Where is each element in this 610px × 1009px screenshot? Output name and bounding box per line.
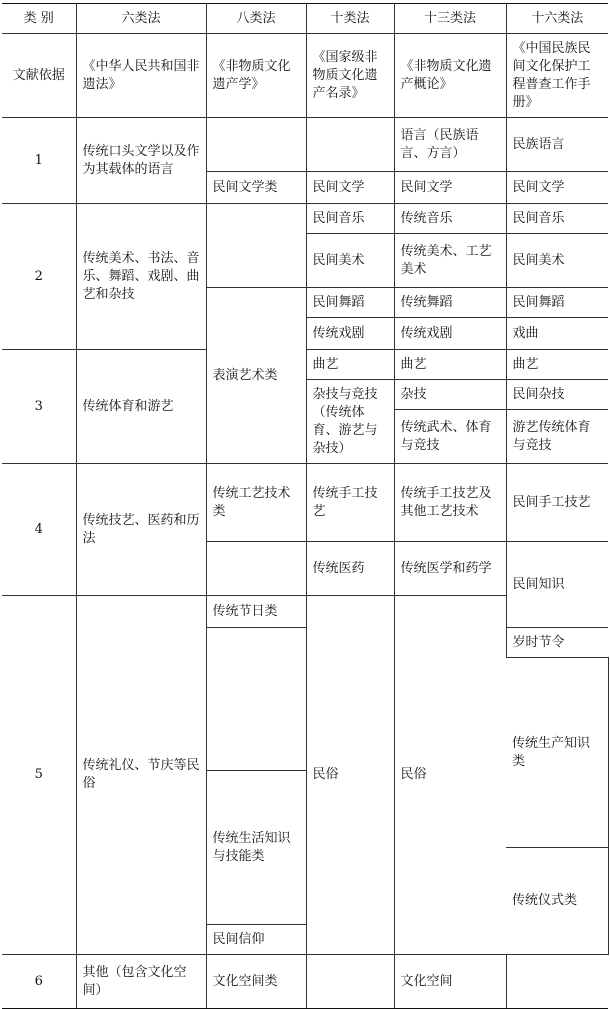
table-cell: 《国家级非物质文化遗产名录》 — [306, 34, 394, 118]
table-cell: 民间文学 — [506, 172, 608, 204]
table-cell: 传统美术、书法、音乐、舞蹈、戏剧、曲艺和杂技 — [76, 204, 206, 350]
table-cell: 民间信仰 — [206, 925, 306, 955]
table-cell — [206, 542, 306, 596]
header-cell-ten-class: 十类法 — [306, 4, 394, 34]
table-cell — [306, 955, 394, 1009]
table-cell: 传统武术、体育与竞技 — [394, 410, 506, 464]
table-cell: 民间文学 — [394, 172, 506, 204]
table-cell: 民间舞蹈 — [506, 288, 608, 318]
table-cell: 表演艺术类 — [206, 288, 306, 464]
table-cell: 传统戏剧 — [306, 318, 394, 350]
classification-table — [2, 3, 608, 1009]
header-cell-eight-class: 八类法 — [206, 4, 306, 34]
table-cell — [306, 118, 394, 172]
table-row — [2, 204, 608, 234]
table-row — [2, 118, 608, 172]
header-cell-thirteen-class: 十三类法 — [394, 4, 506, 34]
table-cell: 民族语言 — [506, 118, 608, 172]
table-cell — [206, 118, 306, 172]
table-cell: 其他（包含文化空间） — [76, 955, 206, 1009]
table-cell: 3 — [2, 350, 76, 464]
table-cell: 杂技与竞技（传统体育、游艺与杂技） — [306, 380, 394, 464]
table-row — [2, 464, 608, 542]
table-cell: 传统音乐 — [394, 204, 506, 234]
table-cell: 1 — [2, 118, 76, 204]
table-cell: 民间音乐 — [506, 204, 608, 234]
table-cell: 传统舞蹈 — [394, 288, 506, 318]
table-cell: 传统工艺技术类 — [206, 464, 306, 542]
table-cell — [206, 204, 306, 288]
table-cell: 6 — [2, 955, 76, 1009]
table-cell: 《中国民族民间文化保护工程普查工作手册》 — [506, 34, 608, 118]
table-cell: 民间美术 — [506, 234, 608, 288]
table-cell: 民间杂技 — [506, 380, 608, 410]
table-cell: 民间美术 — [306, 234, 394, 288]
table-cell: 传统口头文学以及作为其载体的语言 — [76, 118, 206, 204]
table-cell: 《非物质文化遗产学》 — [206, 34, 306, 118]
table-cell: 曲艺 — [394, 350, 506, 380]
table-cell: 5 — [2, 596, 76, 955]
table-cell: 岁时节令 — [506, 628, 608, 658]
table-cell: 传统仪式类 — [506, 848, 608, 955]
table-cell: 民间舞蹈 — [306, 288, 394, 318]
table-cell: 曲艺 — [506, 350, 608, 380]
header-cell-sixteen-class: 十六类法 — [506, 4, 608, 34]
table-cell: 民俗 — [394, 596, 506, 955]
table-cell: 传统手工技艺 — [306, 464, 394, 542]
table-cell: 传统医药 — [306, 542, 394, 596]
table-row — [2, 34, 608, 118]
table-cell: 民间音乐 — [306, 204, 394, 234]
table-cell — [206, 628, 306, 771]
table-cell: 2 — [2, 204, 76, 350]
table-cell: 《中华人民共和国非遗法》 — [76, 34, 206, 118]
table-cell: 传统体育和游艺 — [76, 350, 206, 464]
table-cell: 传统美术、工艺美术 — [394, 234, 506, 288]
table-cell: 戏曲 — [506, 318, 608, 350]
table-cell: 民俗 — [306, 596, 394, 955]
table-row — [2, 955, 608, 1009]
table-cell: 4 — [2, 464, 76, 596]
table-cell: 传统生活知识与技能类 — [206, 771, 306, 925]
table-cell: 杂技 — [394, 380, 506, 410]
table-cell: 《非物质文化遗产概论》 — [394, 34, 506, 118]
header-row — [2, 4, 608, 34]
table-cell: 传统戏剧 — [394, 318, 506, 350]
table-cell: 传统生产知识类 — [506, 658, 608, 848]
header-cell-category: 类 别 — [2, 4, 76, 34]
table-cell — [506, 955, 608, 1009]
table-cell: 传统礼仪、节庆等民俗 — [76, 596, 206, 955]
table-cell: 传统手工技艺及其他工艺技术 — [394, 464, 506, 542]
table-cell: 民间手工技艺 — [506, 464, 608, 542]
table-cell: 民间知识 — [506, 542, 608, 628]
header-cell-six-class: 六类法 — [76, 4, 206, 34]
table-cell: 传统技艺、医药和历法 — [76, 464, 206, 596]
table-cell: 文献依据 — [2, 34, 76, 118]
table-cell: 文化空间 — [394, 955, 506, 1009]
table-cell: 传统医学和药学 — [394, 542, 506, 596]
table-cell: 民间文学 — [306, 172, 394, 204]
table-cell: 文化空间类 — [206, 955, 306, 1009]
table-cell: 曲艺 — [306, 350, 394, 380]
table-cell: 传统节日类 — [206, 596, 306, 628]
table-cell: 游艺传统体育与竞技 — [506, 410, 608, 464]
table-cell: 民间文学类 — [206, 172, 306, 204]
table-cell: 语言（民族语言、方言） — [394, 118, 506, 172]
